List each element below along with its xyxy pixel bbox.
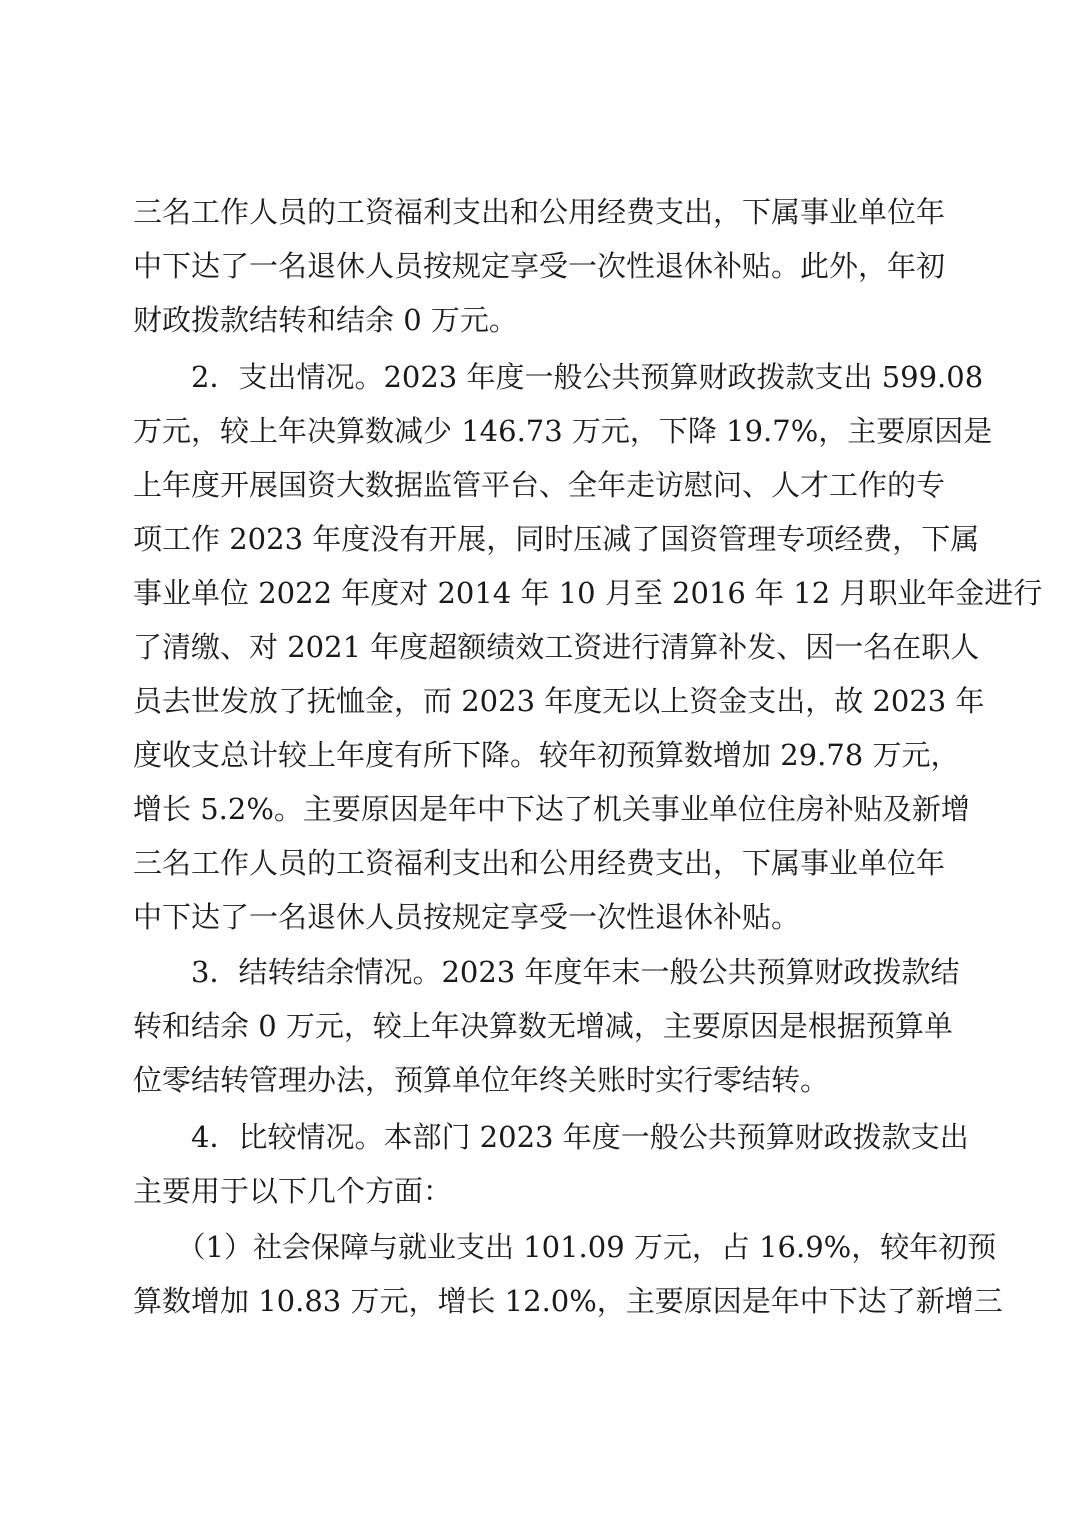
text-line: 三名工作人员的工资福利支出和公用经费支出，下属事业单位年 xyxy=(133,846,946,880)
text-line: 中下达了一名退休人员按规定享受一次性退休补贴。此外，年初 xyxy=(133,249,946,283)
text-line: 度收支总计较上年度有所下降。较年初预算数增加 29.78 万元， xyxy=(133,738,960,772)
text-line: 中下达了一名退休人员按规定享受一次性退休补贴。 xyxy=(133,900,801,934)
text-line: 员去世发放了抚恤金，而 2023 年度无以上资金支出，故 2023 年 xyxy=(133,684,985,718)
text-line: 万元，较上年决算数减少 146.73 万元，下降 19.7%，主要原因是 xyxy=(133,414,993,448)
text-line: 算数增加 10.83 万元，增长 12.0%，主要原因是年中下达了新增三 xyxy=(133,1284,1003,1318)
text-line: （1）社会保障与就业支出 101.09 万元，占 16.9%，较年初预 xyxy=(133,1230,997,1264)
text-line: 事业单位 2022 年度对 2014 年 10 月至 2016 年 12 月职业年金进行 xyxy=(133,576,1043,610)
text-line: 4．比较情况。本部门 2023 年度一般公共预算财政拨款支出 xyxy=(133,1120,969,1154)
text-line: 转和结余 0 万元，较上年决算数无增减，主要原因是根据预算单 xyxy=(133,1009,953,1043)
text-line: 了清缴、对 2021 年度超额绩效工资进行清算补发、因一名在职人 xyxy=(133,630,980,664)
text-line: 财政拨款结转和结余 0 万元。 xyxy=(133,303,518,337)
text-line: 三名工作人员的工资福利支出和公用经费支出，下属事业单位年 xyxy=(133,195,946,229)
text-line: 位零结转管理办法，预算单位年终关账时实行零结转。 xyxy=(133,1063,830,1097)
text-line: 项工作 2023 年度没有开展，同时压减了国资管理专项经费，下属 xyxy=(133,522,980,556)
text-line: 3．结转结余情况。2023 年度年末一般公共预算财政拨款结 xyxy=(133,955,960,989)
text-line: 主要用于以下几个方面： xyxy=(133,1174,453,1208)
text-line: 上年度开展国资大数据监管平台、全年走访慰问、人才工作的专 xyxy=(133,468,946,502)
text-line: 2．支出情况。2023 年度一般公共预算财政拨款支出 599.08 xyxy=(133,360,984,394)
text-line: 增长 5.2%。主要原因是年中下达了机关事业单位住房补贴及新增 xyxy=(133,792,970,826)
